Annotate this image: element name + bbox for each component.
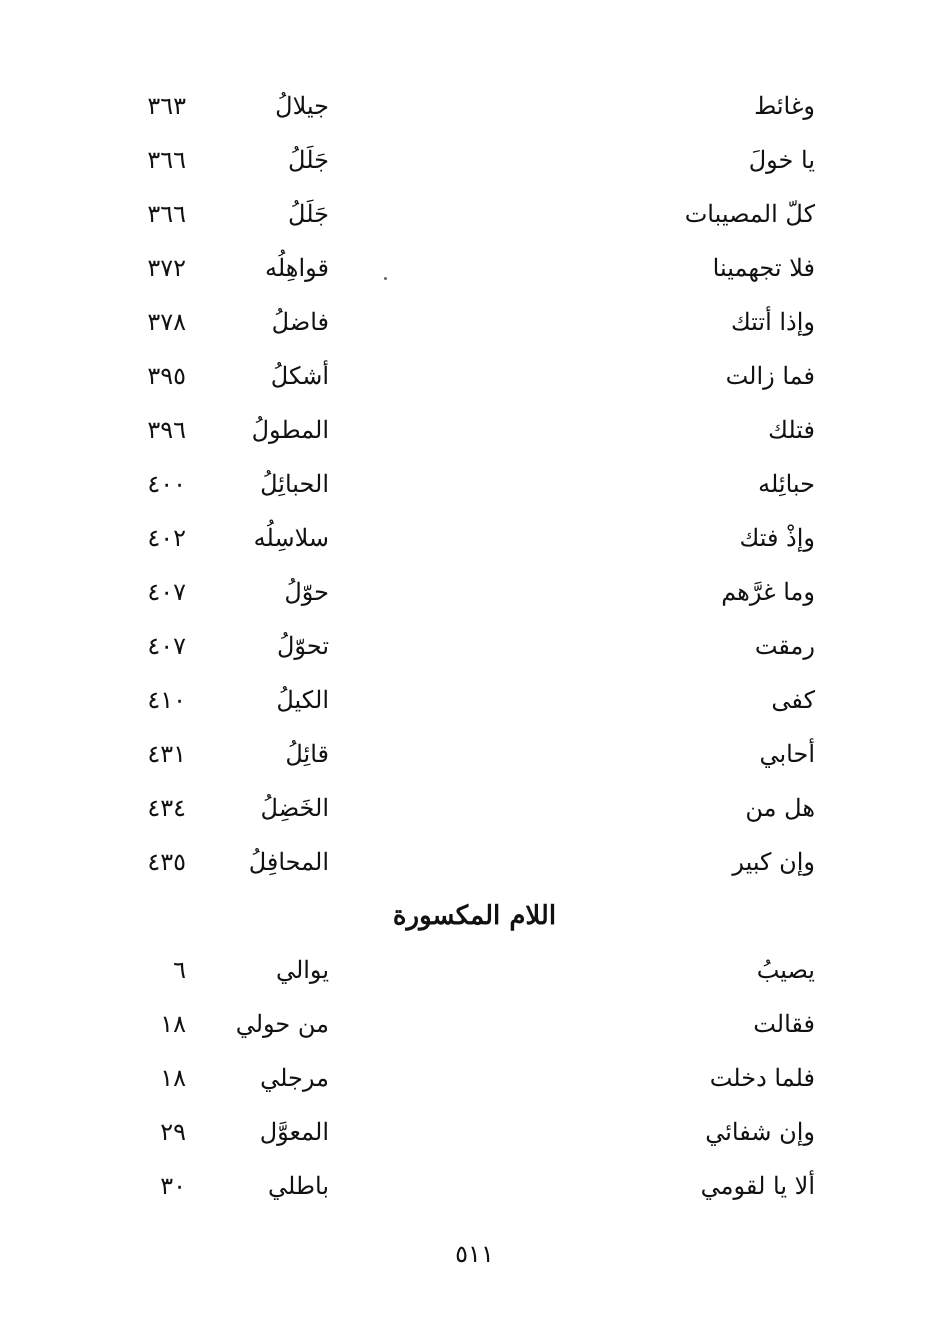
index-row xyxy=(0,1004,949,1044)
page-reference: ٦ xyxy=(173,956,186,984)
index-row xyxy=(0,86,949,126)
index-row xyxy=(0,950,949,990)
index-row xyxy=(0,464,949,504)
rhyme-word: قائِلُ xyxy=(285,740,329,768)
rhyme-word: مرجلي xyxy=(260,1064,329,1092)
section-title: اللام المكسورة xyxy=(392,901,557,931)
verse-opening: أحابي xyxy=(759,740,815,768)
page-reference: ٣٩٥ xyxy=(147,362,186,390)
verse-opening: هل من xyxy=(745,794,815,822)
page-reference: ٤٠٧ xyxy=(147,578,186,606)
page-number: ٥١١ xyxy=(455,1240,494,1268)
rhyme-word: الكيلُ xyxy=(276,686,329,714)
index-row xyxy=(0,680,949,720)
verse-opening: حبائِله xyxy=(758,470,815,498)
index-row xyxy=(0,518,949,558)
rhyme-word: جيلالُ xyxy=(275,92,329,120)
verse-opening: وإن كبير xyxy=(732,848,815,876)
rhyme-word: فاضلُ xyxy=(271,308,329,336)
verse-opening: وغائط xyxy=(754,92,815,120)
index-row xyxy=(0,1112,949,1152)
rhyme-word: أشكلُ xyxy=(270,362,329,390)
rhyme-word: جَلَلُ xyxy=(288,200,329,228)
index-row xyxy=(0,626,949,666)
verse-opening: وإذْ فتك xyxy=(739,524,815,552)
page-reference: ٣٦٦ xyxy=(147,200,186,228)
page-reference: ٣٠ xyxy=(160,1172,186,1200)
rhyme-word: قواهِلُه xyxy=(264,254,329,282)
page-reference: ٢٩ xyxy=(160,1118,186,1146)
rhyme-word: تحوّلُ xyxy=(276,632,329,660)
rhyme-word: المعوَّل xyxy=(259,1118,329,1146)
verse-opening: رمقت xyxy=(754,632,815,660)
index-row xyxy=(0,842,949,882)
verse-opening: فلا تجهمينا xyxy=(712,254,815,282)
rhyme-word: من حولي xyxy=(235,1010,329,1038)
page-reference: ٤٣٤ xyxy=(147,794,186,822)
verse-opening: ألا يا لقومي xyxy=(700,1172,815,1200)
page-reference: ٣٧٨ xyxy=(147,308,186,336)
rhyme-word: باطلي xyxy=(267,1172,329,1200)
page-reference: ٣٧٢ xyxy=(147,254,186,282)
index-row xyxy=(0,302,949,342)
rhyme-word: المحافِلُ xyxy=(248,848,329,876)
page-reference: ١٨ xyxy=(160,1010,186,1038)
verse-opening: كلّ المصيبات xyxy=(684,200,815,228)
verse-opening: يصيبُ xyxy=(756,956,815,984)
rhyme-word: الحبائِلُ xyxy=(260,470,329,498)
verse-opening: يا خولَ xyxy=(748,146,815,174)
rhyme-word: سلاسِلُه xyxy=(253,524,329,552)
page-reference: ٤٠٠ xyxy=(147,470,186,498)
index-row xyxy=(0,788,949,828)
index-row xyxy=(0,410,949,450)
index-row xyxy=(0,356,949,396)
index-row xyxy=(0,1166,949,1206)
page-reference: ٤٠٢ xyxy=(147,524,186,552)
verse-opening: وما غرَّهم xyxy=(721,578,815,606)
page-reference: ٤٣٥ xyxy=(147,848,186,876)
page-reference: ٤٠٧ xyxy=(147,632,186,660)
index-row xyxy=(0,248,949,288)
rhyme-word: حوّلُ xyxy=(284,578,329,606)
verse-opening: كفى xyxy=(771,686,815,714)
verse-opening: فقالت xyxy=(753,1010,815,1038)
verse-opening: وإن شفائي xyxy=(705,1118,815,1146)
index-row xyxy=(0,734,949,774)
verse-opening: فلما دخلت xyxy=(709,1064,815,1092)
page-reference: ٣٦٦ xyxy=(147,146,186,174)
rhyme-word: المطولُ xyxy=(251,416,329,444)
index-row xyxy=(0,1058,949,1098)
print-speck xyxy=(384,277,387,280)
rhyme-word: يوالي xyxy=(275,956,329,984)
index-row xyxy=(0,194,949,234)
rhyme-word: الخَضِلُ xyxy=(260,794,329,822)
page-reference: ٤٣١ xyxy=(147,740,186,768)
page-reference: ٤١٠ xyxy=(147,686,186,714)
verse-opening: فتلك xyxy=(768,416,815,444)
verse-opening: وإذا أتتك xyxy=(730,308,815,336)
rhyme-word: جَلَلُ xyxy=(288,146,329,174)
verse-opening: فما زالت xyxy=(725,362,815,390)
page-reference: ٣٦٣ xyxy=(147,92,186,120)
index-row xyxy=(0,140,949,180)
page-reference: ١٨ xyxy=(160,1064,186,1092)
index-row xyxy=(0,572,949,612)
page-reference: ٣٩٦ xyxy=(147,416,186,444)
